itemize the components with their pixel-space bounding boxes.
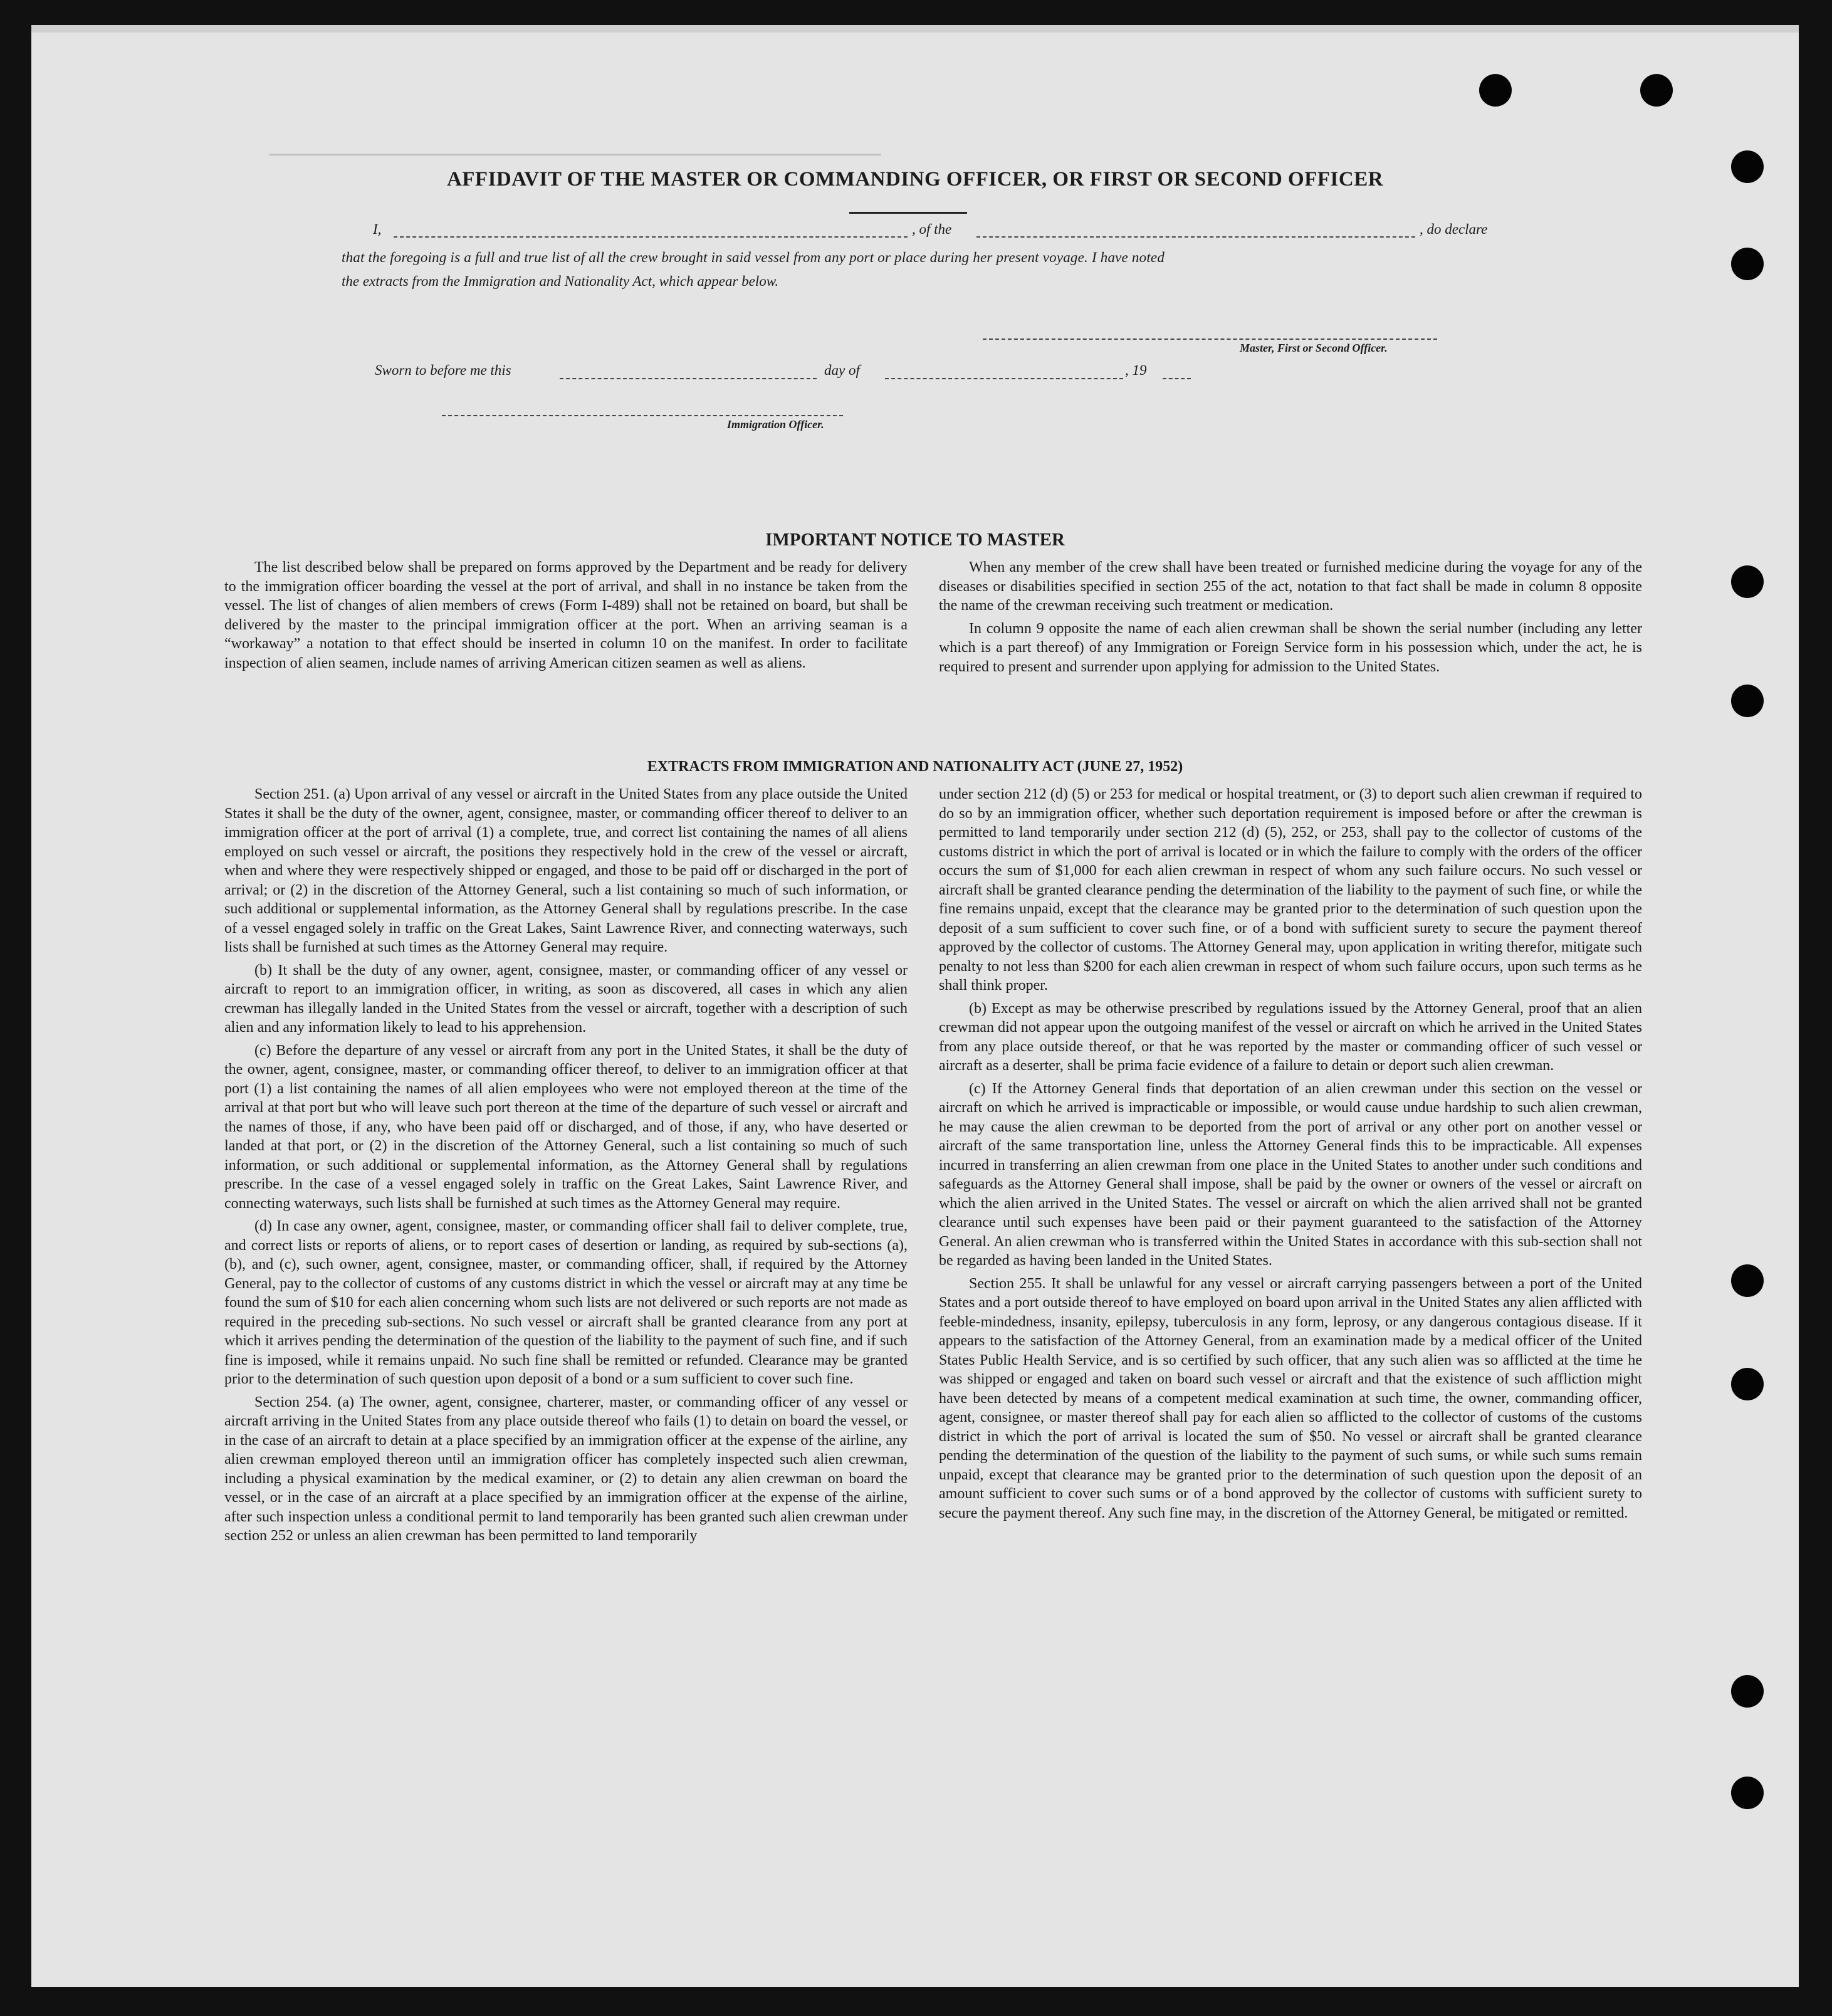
vessel-fill-line (976, 236, 1415, 238)
punch-hole (1731, 248, 1764, 280)
punch-hole (1731, 685, 1764, 717)
extracts-left-column (224, 785, 908, 1550)
statute-paragraph: Section 251. (a) Upon arrival of any vessel or aircraft in the United States from any place outside the United States it shall be the duty of the owner, agent, consignee, master, or commanding officer thereof to deliver to an immigration officer at the port of arrival (1) a complete, true, and correct list containing the names of all aliens employed on such vessel or aircraft, the positions they respectively hold in the crew of the vessel or aircraft, when and where they were respectively shipped or engaged, and those to be paid off or discharged in the port of arrival; or (2) in the discretion of the Attorney General, such a list containing so much of such information, or such additional or supplemental information, as the Attorney General shall by regulations prescribe. In the case of a vessel engaged solely in traffic on the Great Lakes, Saint Lawrence River, and connecting waterways, such lists shall be furnished at such times as the Attorney General may require. (224, 786, 908, 955)
sworn-year-line (1163, 378, 1191, 379)
declaration-of-the: , of the (912, 221, 952, 237)
statute-paragraph: (d) In case any owner, agent, consignee, master, or commanding officer shall fail to deliver complete, true, and correct lists or reports of aliens, or to report cases of desertion or landing, as required by sub-sections (a), (b), and (c), such owner, agent, consignee, master, or commanding officer, shall, if required by the Attorney General, pay to the collector of customs of any customs district in which the vessel or aircraft may at any time be found the sum of $10 for each alien concerning whom such lists are not delivered or such reports are not made as required in the preceding sub-sections. No such vessel or aircraft shall be granted clearance from any port at which it arrives pending the determination of the question of the liability to the payment of such fine, and if such fine is imposed, while it remains unpaid. No such fine shall be remitted or refunded. Clearance may be granted prior to the determination of such question upon deposit of a bond or a sum sufficient to cover such fine. (224, 1218, 908, 1387)
master-signature-caption: Master, First or Second Officer. (1240, 342, 1388, 354)
affidavit-title: AFFIDAVIT OF THE MASTER OR COMMANDING OFFICER, OR FIRST OR SECOND OFFICER (446, 168, 1384, 191)
document-page (31, 25, 1799, 1987)
name-fill-line (394, 236, 908, 238)
statute-paragraph: (b) It shall be the duty of any owner, agent, consignee, master, or commanding officer of any vessel or aircraft to report to an immigration officer, in writing, as soon as discovered, all cases in which any alien crewman has illegally landed in the United States from the vessel or aircraft, together with a description of such alien and any information likely to lead to his apprehension. (224, 962, 908, 1036)
statute-paragraph: Section 254. (a) The owner, agent, consignee, charterer, master, or commanding officer of any vessel or aircraft arriving in the United States from any place outside thereof who fails (1) to detain on board the vessel, or in the case of an aircraft to detain at a place specified by an immigration officer at the expense of the airline, any alien crewman employed thereon until an immigration officer has completely inspected such alien crewman, including a physical examination by the medical examiner, or (2) to detain any alien crewman on board the vessel, or in the case of an aircraft at a place specified by an immigration officer at the expense of the airline, after such inspection unless a conditional permit to land temporarily has been granted such alien crewman under section 252 or unless an alien crewman has been permitted to land temporarily (224, 1394, 908, 1544)
notice-paragraph: The list described below shall be prepared on forms approved by the Department and be ready for delivery to the immigration officer boarding the vessel at the port of arrival, and shall in no instance be taken from the vessel. The list of changes of alien members of crews (Form I-489) shall not be retained on board, but shall be delivered by the master to the principal immigration officer at the port. When an arriving seaman is a “workaway” a notation to that effect should be inserted in column 10 on the manifest. In order to facilitate inspection of alien seamen, include names of arriving American citizen seamen as well as aliens. (224, 559, 908, 671)
statute-paragraph: (c) If the Attorney General finds that deportation of an alien crewman under this section on the vessel or aircraft on which he arrived is impracticable or impossible, or would cause undue hardship to such alien crewman, he may cause the alien crewman to be deported from the port of arrival or any other port on another vessel or aircraft of the same transportation line, unless the Attorney General finds this to be impracticable. All expenses incurred in transferring an alien crewman from one place in the United States to another under such conditions and safeguards as the Attorney General shall impose, shall be paid by the owner or owners of the vessel or aircraft on which the alien arrived in the United States. The vessel or aircraft on which the alien arrived shall not be granted clearance until such expenses have been paid or their payment guaranteed to the satisfaction of the Attorney General. An alien crewman who is transferred within the United States in accordance with this sub-section shall not be regarded as having been landed in the United States. (939, 1080, 1642, 1269)
statute-paragraph: under section 212 (d) (5) or 253 for medical or hospital treatment, or (3) to deport such alien crewman if required to do so by an immigration officer, whether such deportation requirement is imposed before or after the crewman is permitted to land temporarily under section 212 (d) (5), 252, or 253, shall pay to the collector of customs of the customs district in which the port of arrival is located or in which the failure to comply with the orders of the officer occurs the sum of $1,000 for each alien crewman in respect of whom any such failure occurs. No such vessel or aircraft shall be granted clearance pending the determination of the liability to the payment of such fine, or while the fine remains unpaid, except that the clearance may be granted prior to the determination of such question upon the deposit of a sum sufficient to cover such fine, or of a bond with sufficient surety to secure the payment thereof approved by the collector of customs. The Attorney General may, upon application in writing therefor, mitigate such penalty to not less than $200 for each alien crewman in respect of whom such failure occurs, upon such terms as he shall think proper. (939, 786, 1642, 994)
punch-hole (1731, 1675, 1764, 1708)
statute-paragraph: (c) Before the departure of any vessel or aircraft from any port in the United States, it shall be the duty of the owner, agent, consignee, master, or commanding officer thereof, to deliver to an immigration officer at that port (1) a list containing the names of all alien employees who were not employed thereon at the time of the arrival at that port but who will leave such port thereon at the time of the departure of such vessel or aircraft and the names of those, if any, who have been paid off or discharged, and of those, if any, who have deserted or landed at that port, or (2) in the discretion of the Attorney General, such a list containing so much of such information, or such additional or supplemental information, as the Attorney General shall by regulations prescribe. In the case of a vessel engaged solely in traffic on the Great Lakes, Saint Lawrence River, and connecting waterways, such lists shall be furnished at such times as the Attorney General may require. (224, 1042, 908, 1212)
sworn-day-line (560, 378, 817, 379)
punch-hole (1731, 1264, 1764, 1297)
notice-paragraph: When any member of the crew shall have been treated or furnished medicine during the voyage for any of the diseases or disabilities specified in section 255 of the act, notation to that fact shall be made in column 8 opposite the name of the crewman receiving such treatment or medication. (939, 559, 1642, 614)
title-underline (849, 212, 967, 214)
sworn-month-line (885, 378, 1123, 379)
sworn-year: , 19 (1125, 362, 1147, 378)
notice-title: IMPORTANT NOTICE TO MASTER (765, 530, 1065, 550)
statute-paragraph: (b) Except as may be otherwise prescribed by regulations issued by the Attorney General, proof that an alien crewman did not appear upon the outgoing manifest of the vessel or aircraft on which he arrived in the United States from any place outside thereof, or that he was reported by the master or commanding officer of such vessel or aircraft as a deserter, shall be prima facie evidence of a failure to detain or deport such alien crewman. (939, 1000, 1642, 1074)
statute-paragraph: Section 255. It shall be unlawful for any vessel or aircraft carrying passengers between a port of the United States and a port outside thereof to have employed on board upon arrival in the United States any alien afflicted with feeble-mindedness, insanity, epilepsy, tuberculosis in any form, leprosy, or any dangerous contagious disease. If it appears to the satisfaction of the Attorney General, from an examination made by a medical officer of the United States Public Health Service, and is so certified by such officer, that any such alien was so afflicted at the time he was shipped or engaged and taken on board such vessel or aircraft and that the existence of such affliction might have been detected by means of a competent medical examination at such time, the owner, commanding officer, agent, consignee, or master thereof shall pay for each alien so afflicted to the collector of customs of the customs district in which the port of arrival is located the sum of $50. No vessel or aircraft shall be granted clearance pending the determination of the question of the liability to the payment of such sums, or while such sums remain unpaid, except that clearance may be granted prior to the determination of such question upon the deposit of an amount sufficient to cover such sums or of a bond approved by the collector of customs with sufficient surety to secure the payment thereof. Any such fine may, in the discretion of the Attorney General, be mitigated or remitted. (939, 1275, 1642, 1521)
notice-left-column (224, 558, 908, 676)
master-signature-line (983, 339, 1437, 340)
declaration-i: I, (373, 221, 382, 237)
bleed-through-text: ────────────────────────────────────────────────────── (270, 144, 881, 166)
punch-hole (1731, 565, 1764, 598)
sworn-day-of: day of (824, 362, 860, 378)
extracts-title: EXTRACTS FROM IMMIGRATION AND NATIONALITY ACT (JUNE 27, 1952) (647, 759, 1183, 775)
punch-hole (1731, 1368, 1764, 1400)
declaration-line-3: the extracts from the Immigration and Nationality Act, which appear below. (342, 273, 779, 289)
sworn-prefix: Sworn to before me this (375, 362, 511, 378)
punch-hole (1479, 74, 1512, 107)
declaration-line-2: that the foregoing is a full and true list of all the crew brought in said vessel from any port or place during her present voyage. I have noted (342, 249, 1165, 265)
declaration-do-declare: , do declare (1420, 221, 1488, 237)
officer-signature-line (442, 415, 843, 416)
extracts-right-column (939, 785, 1642, 1526)
punch-hole (1731, 1777, 1764, 1809)
notice-right-column (939, 558, 1642, 680)
page-top-edge (31, 25, 1799, 33)
officer-signature-caption: Immigration Officer. (727, 418, 824, 431)
notice-paragraph: In column 9 opposite the name of each alien crewman shall be shown the serial number (including any letter which is a part thereof) of any Immigration or Foreign Service form in his possession which, under the act, he is required to present and surrender upon applying for admission to the United States. (939, 620, 1642, 675)
punch-hole (1640, 74, 1673, 107)
